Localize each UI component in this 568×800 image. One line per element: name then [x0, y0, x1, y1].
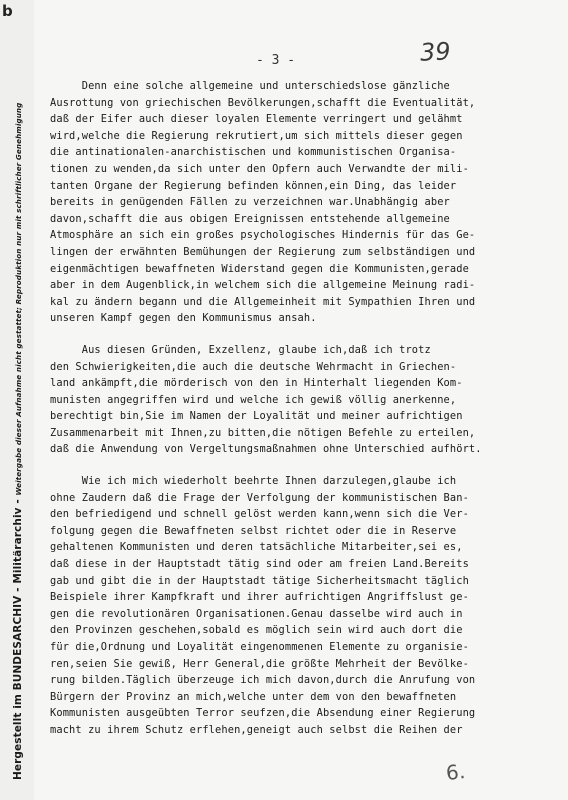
- text-line: Wie ich mich wiederholt beehrte Ihnen darzulegen,glaube ich: [50, 475, 457, 488]
- text-line: land ankämpft,die mörderisch von den in Hinterhalt liegenden Kom-: [50, 377, 463, 390]
- text-line: berechtigt bin,Sie im Namen der Loyalität und meiner aufrichtigen: [50, 410, 463, 423]
- text-line: gab und gibt die in der Hauptstadt tätige Sicherheitsmacht täglich: [50, 574, 469, 587]
- text-line: den befriedigend und schnell gelöst werden kann,wenn sich die Ver-: [50, 508, 469, 521]
- text-line: davon,schafft die aus obigen Ereignissen entstehende allgemeine: [50, 212, 450, 225]
- text-line: den Provinzen geschehen,sobald es möglich sein wird auch dort die: [50, 624, 463, 637]
- letter-body: [50, 78, 558, 739]
- text-line: Zusammenarbeit mit Ihnen,zu bitten,die nötigen Befehle zu erteilen,: [50, 426, 476, 439]
- text-line: Kommunisten ausgeübten Terror seufzen,die Absendung einer Regierung: [50, 707, 476, 720]
- text-line: daß der Eifer auch dieser loyalen Elemente verringert und gelähmt: [50, 113, 463, 126]
- text-line: für die,Ordnung und Loyalität eingenommenen Elemente zu organisie-: [50, 641, 469, 653]
- text-line: eigenmächtigen bewaffneten Widerstand gegen die Kommunisten,gerade: [50, 262, 469, 275]
- text-line: Bürgern der Provinz an mich,welche unter dem von den bewaffneten: [50, 690, 457, 703]
- text-line: wird,welche die Regierung rekrutiert,um sich mittels dieser gegen: [50, 129, 463, 142]
- text-line: Ausrottung von griechischen Bevölkerungen,schafft die Eventualität,: [50, 96, 476, 109]
- text-line: kal zu ändern begann und die Allgemeinheit mit Sympathien Ihren und: [50, 295, 476, 308]
- text-line: ohne Zaudern daß die Frage der Verfolgung der kommunistischen Ban-: [50, 491, 469, 504]
- text-line: rung bilden.Täglich überzeuge ich mich davon,durch die Anrufung von: [50, 674, 476, 687]
- handwritten-archive-number: 39: [419, 37, 452, 67]
- handwritten-folio: 6.: [444, 759, 467, 785]
- text-line: gen die revolutionären Organisationen.Genau dasselbe wird auch in: [50, 607, 463, 620]
- page-number: - 3 -: [256, 53, 296, 68]
- text-line: den Schwierigkeiten,die auch die deutsche Wehrmacht in Griechen-: [50, 360, 457, 373]
- text-line: ren,seien Sie gewiß, Herr General,die größte Mehrheit der Bevölke-: [50, 657, 469, 670]
- text-line: daß diese in der Hauptstadt tätig sind oder am freien Land.Bereits: [50, 558, 469, 571]
- text-line: munisten angegriffen wird und welche ich gewiß völlig anerkenne,: [50, 393, 457, 406]
- paragraph-2: [50, 342, 558, 458]
- text-line: bereits in genügenden Fällen zu verzeichnen war.Unabhängig aber: [50, 196, 450, 209]
- text-line: daß die Anwendung von Vergeltungsmaßnahmen ohne Unterschied aufhört.: [50, 443, 482, 456]
- paragraph-3: [50, 473, 558, 739]
- text-line: gehaltenen Kommunisten und deren tatsächliche Mitarbeiter,sei es,: [50, 541, 463, 554]
- text-line: Aus diesen Gründen, Exzellenz, glaube ich,daß ich trotz: [50, 343, 431, 356]
- text-line: tionen zu wenden,da sich unter den Opfern auch Verwandte der mili-: [50, 162, 469, 175]
- paragraph-1: [50, 78, 558, 327]
- text-line: tanten Organe der Regierung befinden können,ein Ding, das leider: [50, 179, 457, 192]
- text-line: unseren Kampf gegen den Kommunismus ansah.: [50, 312, 317, 325]
- archive-stamp-main: Hergestellt im BUNDESARCHIV - Militärarchiv -: [12, 495, 24, 780]
- text-line: Atmosphäre an sich ein großes psychologisches Hindernis für das Ge-: [50, 229, 476, 242]
- text-line: lingen der erwähnten Bemühungen der Regierung zum selbständigen und: [50, 245, 476, 258]
- archive-stamp-rights: Weitergabe dieser Aufnahme nicht gestattet; Reproduktion nur mit schriftlicher Genehmigung: [14, 102, 23, 496]
- corner-mark: b: [2, 2, 13, 20]
- text-line: macht zu ihrem Schutz erflehen,geneigt auch selbst die Reihen der: [50, 723, 463, 736]
- text-line: die antinationalen-anarchistischen und kommunistischen Organisa-: [50, 146, 457, 159]
- text-line: Beispiele ihrer Kampfkraft und ihrer aufrichtigen Angriffslust ge-: [50, 591, 469, 604]
- text-line: Denn eine solche allgemeine und unterschiedslose gänzliche: [50, 80, 450, 92]
- text-line: folgung gegen die Bewaffneten selbst richtet oder die in Reserve: [50, 524, 457, 537]
- text-line: aber in dem Augenblick,in welchem sich die allgemeine Meinung radi-: [50, 279, 476, 292]
